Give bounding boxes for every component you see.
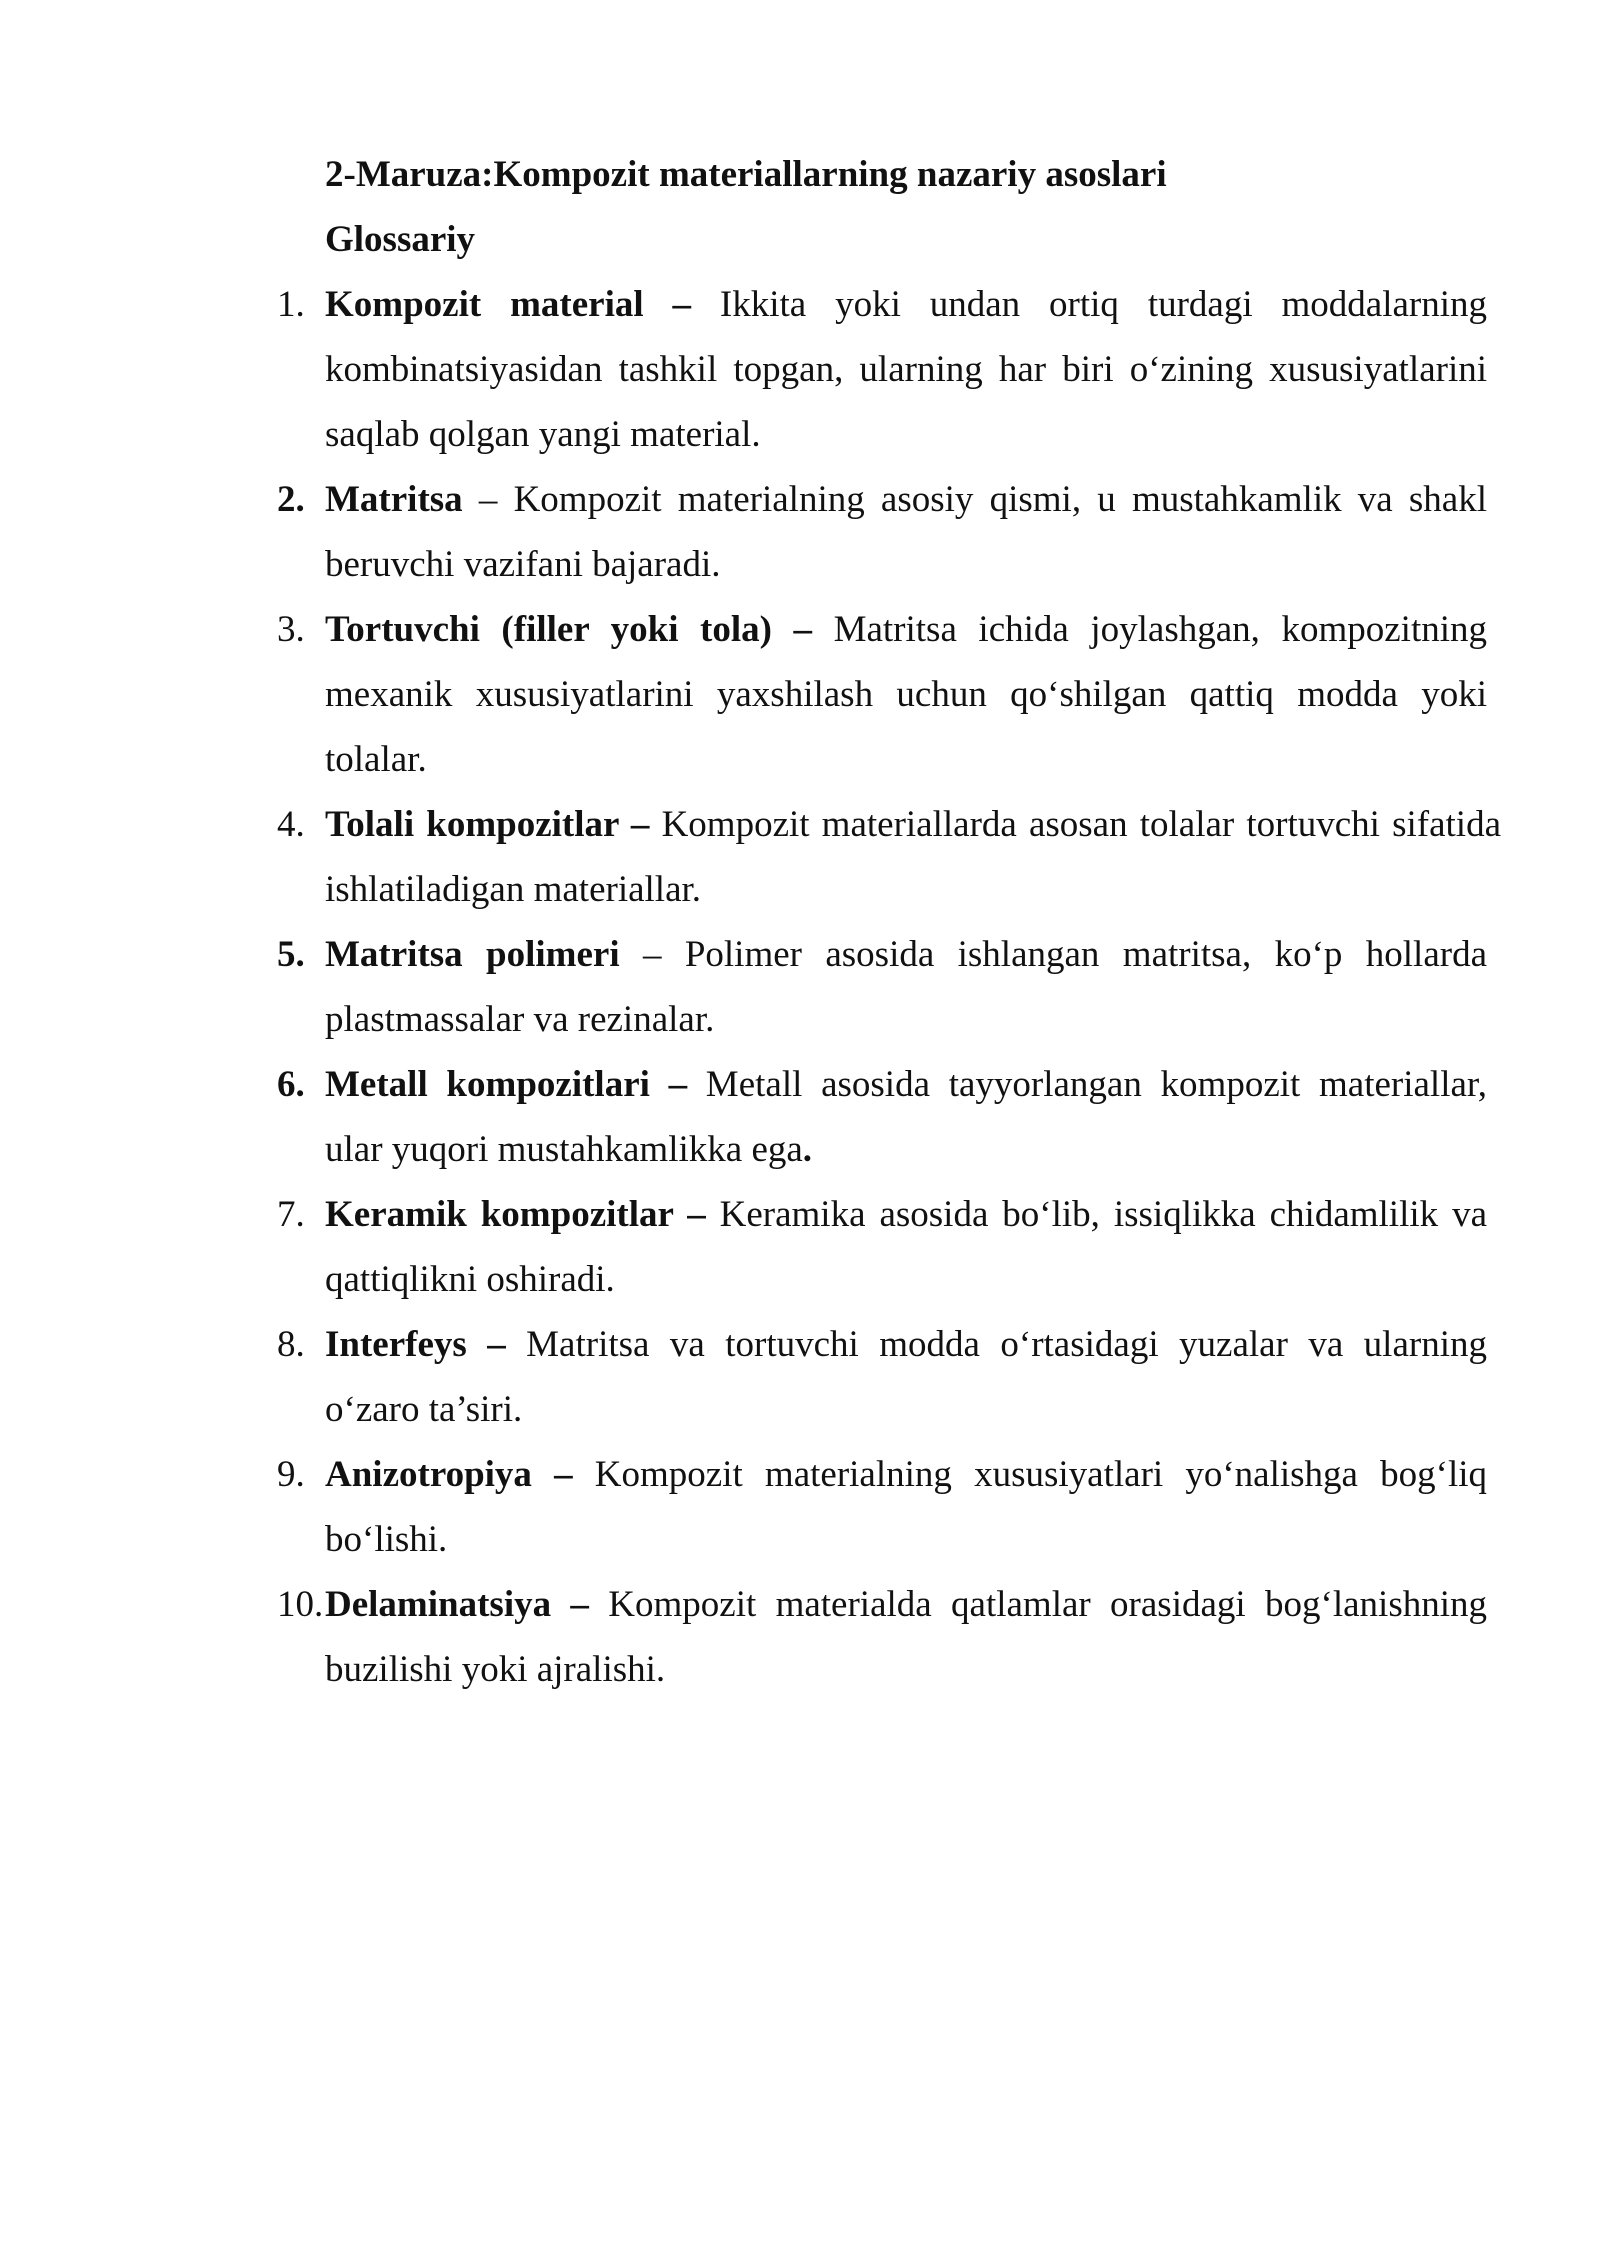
entry-definition: Matritsa ichida joylashgan, kompozitning mexanik xususiyatlarini yaxshilash uchun qo‘shilgan qattiq modda yoki tolalar. [325,609,1487,780]
entry-text [325,597,1487,792]
entry-dash: – [466,1324,527,1365]
entry-term: Tortuvchi (filler yoki tola) [325,609,772,650]
entry-number: 8. [277,1324,305,1365]
entry-number: 1. [277,284,305,325]
entry-dash: – [551,1584,609,1625]
entry-number: 4. [277,804,305,845]
entry-text [325,1312,1487,1442]
entry-text [325,922,1487,1052]
entry-text [325,1182,1487,1312]
glossary-entry-1 [0,272,1600,467]
glossary-entry-7 [0,1182,1600,1312]
entry-term: Kompozit material [325,284,644,325]
entry-dash: – [619,934,685,975]
entry-dash: – [673,1194,720,1235]
glossary-entry-5 [0,922,1600,1052]
document-title: 2-Maruza:Kompozit materiallarning nazariy asoslari [325,154,1167,195]
entry-definition: Kompozit materialning asosiy qismi, u mustahkamlik va shakl beruvchi vazifani bajaradi. [325,479,1488,585]
entry-term: Keramik kompozitlar [325,1194,674,1235]
entry-number: 7. [277,1194,305,1235]
entry-term: Delaminatsiya [325,1584,552,1625]
entry-definition: Metall asosida tayyorlangan kompozit materiallar, ular yuqori mustahkamlikka ega [325,1064,1487,1170]
glossary-entry-4 [0,792,1600,922]
entry-dash: – [531,1454,595,1495]
entry-term: Anizotropiya [325,1454,532,1495]
entry-dash: – [649,1064,706,1105]
entry-definition: Matritsa va tortuvchi modda o‘rtasidagi yuzalar va ularning o‘zaro ta’siri. [325,1324,1487,1430]
glossary-entry-6 [0,1052,1600,1182]
glossary-heading: Glossariy [325,219,476,260]
entry-number: 9. [277,1454,305,1495]
entry-term: Tolali kompozitlar [325,804,619,845]
entry-term: Interfeys [325,1324,467,1365]
glossary-entry-9 [0,1442,1600,1572]
entry-term: Matritsa [325,479,463,520]
entry-definition: Kompozit materiallarda asosan tolalar tortuvchi sifatida ishlatiladigan materiallar. [325,804,1501,910]
entry-dash: – [771,609,834,650]
entry-definition: Polimer asosida ishlangan matritsa, ko‘p hollarda plastmassalar va rezinalar. [325,934,1487,1040]
entry-term: Matritsa polimeri [325,934,620,975]
entry-term: Metall kompozitlari [325,1064,650,1105]
glossary-list [0,272,1600,1702]
glossary-entry-3 [0,597,1600,792]
entry-dash: – [643,284,720,325]
entry-text [325,1572,1487,1702]
entry-number: 5. [277,934,305,975]
entry-text [325,792,1501,922]
glossary-entry-10 [0,1572,1600,1702]
entry-number: 10. [277,1584,324,1625]
entry-text [325,1442,1487,1572]
entry-definition: Keramika asosida bo‘lib, issiqlikka chidamlilik va qattiqlikni oshiradi. [325,1194,1487,1300]
entry-definition: Kompozit materialning xususiyatlari yo‘nalishga bog‘liq bo‘lishi. [325,1454,1488,1560]
entry-number: 3. [277,609,305,650]
entry-definition: Kompozit materialda qatlamlar orasidagi bog‘lanishning buzilishi yoki ajralishi. [325,1584,1487,1690]
entry-text [325,467,1487,597]
entry-dash: – [618,804,662,845]
entry-text [325,1052,1487,1182]
glossary-entry-8 [0,1312,1600,1442]
entry-dash: – [462,479,514,520]
entry-definition: Ikkita yoki undan ortiq turdagi moddalarning kombinatsiyasidan tashkil topgan, ularning har biri o‘zining xususiyatlarini saqlab qolgan yangi material. [325,284,1488,455]
entry-trailing: . [802,1129,813,1170]
entry-number: 2. [277,479,305,520]
entry-number: 6. [277,1064,305,1105]
entry-text [325,272,1487,467]
glossary-entry-2 [0,467,1600,597]
